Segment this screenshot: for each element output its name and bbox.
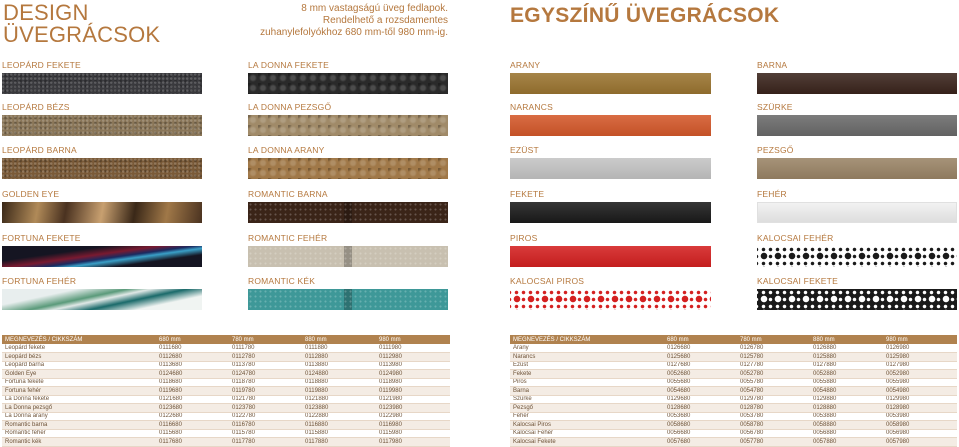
product-name-cell: Arany	[510, 344, 664, 353]
article-number-cell: 0057980	[883, 438, 957, 447]
product-name-cell: La Donna pezsgő	[2, 404, 156, 413]
swatch-label: ROMANTIC FEHÉR	[248, 233, 328, 243]
swatch-sample	[510, 115, 711, 136]
swatch-fortuna-fekete	[2, 233, 202, 269]
table-row	[510, 404, 957, 413]
swatch-szürke	[757, 102, 957, 138]
article-number-cell: 0053780	[737, 412, 810, 421]
solid-section-title: EGYSZÍNŰ ÜVEGRÁCSOK	[510, 4, 780, 27]
swatch-label: LA DONNA ARANY	[248, 145, 325, 155]
article-number-cell: 0053880	[810, 412, 883, 421]
swatch-piros	[510, 233, 711, 269]
swatch-sample	[757, 246, 957, 267]
article-number-cell: 0117680	[156, 438, 229, 447]
article-number-cell: 0116980	[376, 421, 450, 430]
article-number-cell: 0122680	[156, 412, 229, 421]
swatch-label: ROMANTIC BARNA	[248, 189, 328, 199]
article-number-cell: 0118780	[229, 378, 302, 387]
table-row	[510, 412, 957, 421]
table-row	[2, 412, 450, 421]
table-row	[2, 387, 450, 396]
table-row	[510, 438, 957, 447]
article-number-cell: 0112880	[302, 353, 376, 362]
product-name-cell: Romantic fehér	[2, 429, 156, 438]
table-row	[2, 370, 450, 379]
swatch-sample	[2, 115, 202, 136]
article-number-cell: 0123880	[302, 404, 376, 413]
swatch-label: LA DONNA FEKETE	[248, 60, 329, 70]
article-number-cell: 0053680	[664, 412, 737, 421]
table-row	[2, 361, 450, 370]
column-header-name: MEGNEVEZÉS / CIKKSZÁM	[2, 335, 156, 344]
swatch-kalocsai-piros	[510, 276, 711, 312]
article-number-cell: 0058880	[810, 421, 883, 430]
article-number-cell: 0117880	[302, 438, 376, 447]
article-number-cell: 0129880	[810, 395, 883, 404]
article-number-cell: 0125880	[810, 353, 883, 362]
product-name-cell: Piros	[510, 378, 664, 387]
article-number-cell: 0113980	[376, 361, 450, 370]
table-row	[510, 344, 957, 353]
article-number-cell: 0112980	[376, 353, 450, 362]
article-number-cell: 0129680	[664, 395, 737, 404]
swatch-sample	[2, 158, 202, 179]
swatch-sample	[248, 158, 448, 179]
article-number-cell: 0054780	[737, 387, 810, 396]
swatch-leopárd-bézs	[2, 102, 202, 138]
swatch-barna	[757, 60, 957, 96]
product-name-cell: Kalocsai Piros	[510, 421, 664, 430]
swatch-label: GOLDEN EYE	[2, 189, 60, 199]
article-number-cell: 0056880	[810, 429, 883, 438]
article-number-cell: 0057880	[810, 438, 883, 447]
swatch-sample	[510, 73, 711, 94]
product-name-cell: Leopárd bézs	[2, 353, 156, 362]
article-number-cell: 0115980	[376, 429, 450, 438]
swatch-label: ARANY	[510, 60, 541, 70]
swatch-sample	[248, 202, 448, 223]
swatch-sample	[248, 246, 448, 267]
table-row	[510, 378, 957, 387]
note-line-1: 8 mm vastagságú üveg fedlapok.	[301, 3, 448, 14]
swatch-label: KALOCSAI FEHÉR	[757, 233, 834, 243]
column-header-size: 780 mm	[737, 335, 810, 344]
article-number-cell: 0115780	[229, 429, 302, 438]
product-name-cell: Pezsgő	[510, 404, 664, 413]
article-number-cell: 0126780	[737, 344, 810, 353]
swatch-label: BARNA	[757, 60, 788, 70]
swatch-narancs	[510, 102, 711, 138]
swatch-kalocsai-fekete	[757, 276, 957, 312]
table-row	[2, 404, 450, 413]
page-title	[3, 2, 160, 46]
article-number-cell: 0111980	[376, 344, 450, 353]
article-number-cell: 0111880	[302, 344, 376, 353]
article-number-cell: 0054980	[883, 387, 957, 396]
table-row	[2, 378, 450, 387]
article-number-cell: 0053980	[883, 412, 957, 421]
product-name-cell: Fortuna fehér	[2, 387, 156, 396]
note-line-3: zuhanylefolyókhoz 680 mm-től 980 mm-ig.	[260, 27, 448, 38]
article-number-cell: 0122780	[229, 412, 302, 421]
article-number-cell: 0121780	[229, 395, 302, 404]
table-row	[510, 370, 957, 379]
article-number-cell: 0128780	[737, 404, 810, 413]
swatch-romantic-fehér	[248, 233, 448, 269]
product-name-cell: Ezüst	[510, 361, 664, 370]
article-number-cell: 0117980	[376, 438, 450, 447]
column-header-size: 680 mm	[664, 335, 737, 344]
column-header-size: 880 mm	[302, 335, 376, 344]
column-header-size: 680 mm	[156, 335, 229, 344]
swatch-label: KALOCSAI PIROS	[510, 276, 585, 286]
article-number-cell: 0113680	[156, 361, 229, 370]
product-name-cell: Fehér	[510, 412, 664, 421]
article-number-cell: 0116880	[302, 421, 376, 430]
swatch-sample	[757, 115, 957, 136]
swatch-leopárd-barna	[2, 145, 202, 181]
article-number-cell: 0113880	[302, 361, 376, 370]
article-number-cell: 0057680	[664, 438, 737, 447]
swatch-arany	[510, 60, 711, 96]
swatch-romantic-kék	[248, 276, 448, 312]
swatch-label: ROMANTIC KÉK	[248, 276, 316, 286]
swatch-fekete	[510, 189, 711, 225]
article-number-cell: 0111680	[156, 344, 229, 353]
swatch-sample	[2, 246, 202, 267]
article-number-cell: 0123780	[229, 404, 302, 413]
product-name-cell: Narancs	[510, 353, 664, 362]
article-number-cell: 0127680	[664, 361, 737, 370]
table-row	[2, 421, 450, 430]
product-name-cell: La Donna arany	[2, 412, 156, 421]
column-header-size: 980 mm	[376, 335, 450, 344]
swatch-kalocsai-fehér	[757, 233, 957, 269]
article-number-cell: 0127880	[810, 361, 883, 370]
swatch-label: KALOCSAI FEKETE	[757, 276, 838, 286]
article-number-cell: 0119980	[376, 387, 450, 396]
article-number-cell: 0129980	[883, 395, 957, 404]
product-name-cell: Kalocsai Fehér	[510, 429, 664, 438]
article-number-cell: 0125980	[883, 353, 957, 362]
article-number-cell: 0129780	[737, 395, 810, 404]
table-row	[2, 344, 450, 353]
article-number-cell: 0124680	[156, 370, 229, 379]
table-row	[2, 438, 450, 447]
swatch-leopárd-fekete	[2, 60, 202, 96]
product-name-cell: Barna	[510, 387, 664, 396]
swatch-label: FEKETE	[510, 189, 545, 199]
table-row	[510, 429, 957, 438]
table-row	[510, 361, 957, 370]
swatch-sample	[510, 202, 711, 223]
swatch-label: LEOPÁRD BARNA	[2, 145, 77, 155]
article-number-cell: 0112680	[156, 353, 229, 362]
swatch-sample	[757, 158, 957, 179]
swatch-la-donna-pezsgő	[248, 102, 448, 138]
article-number-cell: 0119680	[156, 387, 229, 396]
article-number-cell: 0056980	[883, 429, 957, 438]
article-number-cell: 0052880	[810, 370, 883, 379]
swatch-sample	[248, 289, 448, 310]
table-row	[2, 353, 450, 362]
article-number-cell: 0115680	[156, 429, 229, 438]
article-number-cell: 0055880	[810, 378, 883, 387]
swatch-label: NARANCS	[510, 102, 553, 112]
swatch-ezüst	[510, 145, 711, 181]
note-line-2: Rendelhető a rozsdamentes	[322, 15, 448, 26]
table-header-row	[510, 335, 957, 344]
article-number-cell: 0118980	[376, 378, 450, 387]
article-number-cell: 0055980	[883, 378, 957, 387]
table-row	[510, 353, 957, 362]
article-number-cell: 0054680	[664, 387, 737, 396]
swatch-sample	[510, 158, 711, 179]
title-line-2: ÜVEGRÁCSOK	[3, 22, 161, 47]
article-number-cell: 0116780	[229, 421, 302, 430]
swatch-label: PIROS	[510, 233, 538, 243]
swatch-sample	[248, 73, 448, 94]
article-number-cell: 0112780	[229, 353, 302, 362]
table-row	[510, 387, 957, 396]
article-number-cell: 0124980	[376, 370, 450, 379]
article-number-cell: 0124780	[229, 370, 302, 379]
article-number-cell: 0058680	[664, 421, 737, 430]
article-number-cell: 0123980	[376, 404, 450, 413]
article-number-cell: 0123680	[156, 404, 229, 413]
product-name-cell: Leopárd barna	[2, 361, 156, 370]
article-number-cell: 0058780	[737, 421, 810, 430]
article-number-cell: 0055780	[737, 378, 810, 387]
table-row	[510, 421, 957, 430]
product-name-cell: Fekete	[510, 370, 664, 379]
product-name-cell: Leopárd fekete	[2, 344, 156, 353]
article-number-cell: 0121880	[302, 395, 376, 404]
column-header-size: 780 mm	[229, 335, 302, 344]
article-number-cell: 0052980	[883, 370, 957, 379]
article-number-cell: 0118680	[156, 378, 229, 387]
article-number-cell: 0113780	[229, 361, 302, 370]
swatch-sample	[2, 289, 202, 310]
article-number-cell: 0127980	[883, 361, 957, 370]
product-name-cell: La Donna fekete	[2, 395, 156, 404]
article-number-cell: 0127780	[737, 361, 810, 370]
design-price-table	[2, 335, 450, 447]
product-name-cell: Golden Eye	[2, 370, 156, 379]
article-number-cell: 0052680	[664, 370, 737, 379]
article-number-cell: 0111780	[229, 344, 302, 353]
article-number-cell: 0116680	[156, 421, 229, 430]
article-number-cell: 0125680	[664, 353, 737, 362]
article-number-cell: 0128680	[664, 404, 737, 413]
article-number-cell: 0124880	[302, 370, 376, 379]
swatch-golden-eye	[2, 189, 202, 225]
swatch-label: FORTUNA FEHÉR	[2, 276, 77, 286]
article-number-cell: 0128980	[883, 404, 957, 413]
article-number-cell: 0054880	[810, 387, 883, 396]
product-name-cell: Kalocsai Fekete	[510, 438, 664, 447]
swatch-sample	[2, 202, 202, 223]
article-number-cell: 0121680	[156, 395, 229, 404]
product-name-cell: Romantic kék	[2, 438, 156, 447]
article-number-cell: 0126980	[883, 344, 957, 353]
article-number-cell: 0119780	[229, 387, 302, 396]
swatch-pezsgő	[757, 145, 957, 181]
article-number-cell: 0118880	[302, 378, 376, 387]
table-row	[2, 395, 450, 404]
swatch-label: LA DONNA PEZSGŐ	[248, 102, 332, 112]
swatch-sample	[510, 289, 711, 310]
article-number-cell: 0122880	[302, 412, 376, 421]
article-number-cell: 0126680	[664, 344, 737, 353]
swatch-la-donna-arany	[248, 145, 448, 181]
swatch-sample	[757, 202, 957, 223]
swatch-sample	[757, 289, 957, 310]
product-name-cell: Romantic barna	[2, 421, 156, 430]
swatch-fortuna-fehér	[2, 276, 202, 312]
product-name-cell: Szürke	[510, 395, 664, 404]
article-number-cell: 0126880	[810, 344, 883, 353]
article-number-cell: 0117780	[229, 438, 302, 447]
swatch-label: SZÜRKE	[757, 102, 793, 112]
table-row	[2, 429, 450, 438]
swatch-sample	[248, 115, 448, 136]
column-header-size: 880 mm	[810, 335, 883, 344]
article-number-cell: 0056680	[664, 429, 737, 438]
swatch-sample	[510, 246, 711, 267]
solid-price-table	[510, 335, 957, 447]
article-number-cell: 0058980	[883, 421, 957, 430]
article-number-cell: 0052780	[737, 370, 810, 379]
swatch-sample	[2, 73, 202, 94]
header-note	[250, 3, 448, 39]
swatch-label: FEHÉR	[757, 189, 787, 199]
article-number-cell: 0121980	[376, 395, 450, 404]
article-number-cell: 0122980	[376, 412, 450, 421]
article-number-cell: 0057780	[737, 438, 810, 447]
article-number-cell: 0119880	[302, 387, 376, 396]
swatch-sample	[757, 73, 957, 94]
swatch-label: PEZSGŐ	[757, 145, 794, 155]
swatch-fehér	[757, 189, 957, 225]
column-header-name: MEGNEVEZÉS / CIKKSZÁM	[510, 335, 664, 344]
swatch-label: LEOPÁRD BÉZS	[2, 102, 70, 112]
article-number-cell: 0115880	[302, 429, 376, 438]
article-number-cell: 0055680	[664, 378, 737, 387]
swatch-la-donna-fekete	[248, 60, 448, 96]
product-name-cell: Fortuna fekete	[2, 378, 156, 387]
table-row	[510, 395, 957, 404]
table-header-row	[2, 335, 450, 344]
column-header-size: 980 mm	[883, 335, 957, 344]
swatch-label: EZÜST	[510, 145, 539, 155]
article-number-cell: 0128880	[810, 404, 883, 413]
swatch-romantic-barna	[248, 189, 448, 225]
swatch-label: LEOPÁRD FEKETE	[2, 60, 81, 70]
article-number-cell: 0056780	[737, 429, 810, 438]
swatch-label: FORTUNA FEKETE	[2, 233, 81, 243]
title-line-1: DESIGN	[3, 0, 89, 25]
article-number-cell: 0125780	[737, 353, 810, 362]
